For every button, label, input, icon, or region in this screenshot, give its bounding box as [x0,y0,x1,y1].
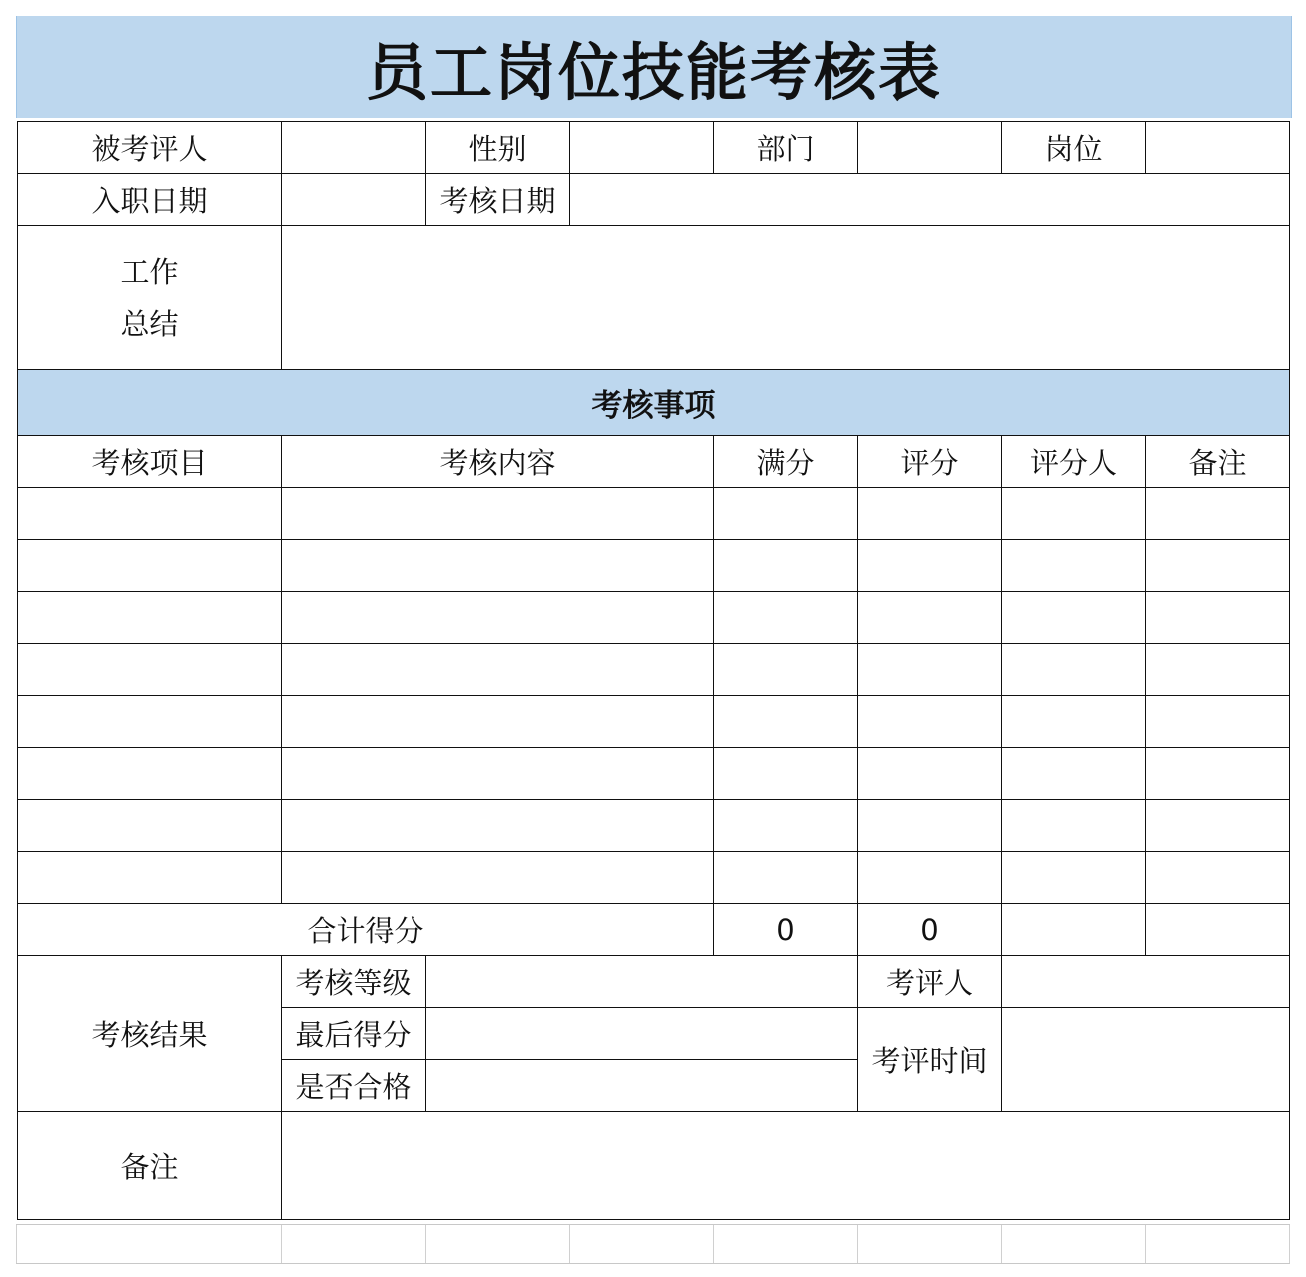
spreadsheet-empty-row [16,1224,1290,1264]
note-cell[interactable] [1146,592,1290,644]
review-time-label: 考评时间 [858,1008,1002,1112]
table-row [18,800,1290,852]
full-score-cell[interactable] [714,800,858,852]
grid-line [857,1225,858,1263]
remarks-field[interactable] [282,1112,1290,1220]
grid-line [1001,1225,1002,1263]
item-cell[interactable] [18,488,282,540]
grid-line [425,1225,426,1263]
content-cell[interactable] [282,540,714,592]
scorer-cell[interactable] [1002,540,1146,592]
item-cell[interactable] [18,644,282,696]
full-score-cell[interactable] [714,696,858,748]
work-summary-row [18,226,1290,370]
header-note: 备注 [1146,436,1290,488]
position-field[interactable] [1146,122,1290,174]
total-score[interactable]: 0 [858,904,1002,956]
review-time-field[interactable] [1002,1008,1290,1112]
table-row [18,748,1290,800]
note-cell[interactable] [1146,644,1290,696]
item-cell[interactable] [18,800,282,852]
full-score-cell[interactable] [714,488,858,540]
work-summary-label [18,226,282,370]
table-row [18,488,1290,540]
full-score-cell[interactable] [714,644,858,696]
full-score-cell[interactable] [714,852,858,904]
header-full-score: 满分 [714,436,858,488]
remarks-label: 备注 [18,1112,282,1220]
item-cell[interactable] [18,696,282,748]
assess-date-label: 考核日期 [426,174,570,226]
header-item: 考核项目 [18,436,282,488]
reviewer-field[interactable] [1002,956,1290,1008]
note-cell[interactable] [1146,852,1290,904]
info-row-1 [18,122,1290,174]
hire-date-field[interactable] [282,174,426,226]
grid-line [713,1225,714,1263]
gender-field[interactable] [570,122,714,174]
info-row-2 [18,174,1290,226]
note-cell[interactable] [1146,488,1290,540]
final-score-label: 最后得分 [282,1008,426,1060]
item-cell[interactable] [18,852,282,904]
reviewee-label: 被考评人 [18,122,282,174]
result-label: 考核结果 [18,956,282,1112]
item-cell[interactable] [18,748,282,800]
pass-field[interactable] [426,1060,858,1112]
content-cell[interactable] [282,696,714,748]
scorer-cell[interactable] [1002,644,1146,696]
table-row [18,592,1290,644]
assess-date-field[interactable] [570,174,1290,226]
result-row-1 [18,956,1290,1008]
work-summary-field[interactable] [282,226,1290,370]
items-section-row [18,370,1290,436]
total-full-score[interactable]: 0 [714,904,858,956]
items-section-title: 考核事项 [18,370,1290,436]
table-row [18,644,1290,696]
grid-line [16,1225,17,1263]
total-row [18,904,1290,956]
scorer-cell[interactable] [1002,696,1146,748]
grade-label: 考核等级 [282,956,426,1008]
reviewee-field[interactable] [282,122,426,174]
hire-date-label: 入职日期 [18,174,282,226]
content-cell[interactable] [282,800,714,852]
note-cell[interactable] [1146,800,1290,852]
grid-line [1145,1225,1146,1263]
pass-label: 是否合格 [282,1060,426,1112]
full-score-cell[interactable] [714,748,858,800]
note-cell[interactable] [1146,748,1290,800]
items-header-row [18,436,1290,488]
item-cell[interactable] [18,592,282,644]
department-field[interactable] [858,122,1002,174]
score-cell[interactable] [858,748,1002,800]
score-cell[interactable] [858,800,1002,852]
department-label: 部门 [714,122,858,174]
note-cell[interactable] [1146,540,1290,592]
header-score: 评分 [858,436,1002,488]
score-cell[interactable] [858,540,1002,592]
content-cell[interactable] [282,488,714,540]
content-cell[interactable] [282,592,714,644]
total-note[interactable] [1146,904,1290,956]
table-row [18,540,1290,592]
content-cell[interactable] [282,748,714,800]
scorer-cell[interactable] [1002,748,1146,800]
grid-line [281,1225,282,1263]
scorer-cell[interactable] [1002,488,1146,540]
remarks-row [18,1112,1290,1220]
item-cell[interactable] [18,540,282,592]
reviewer-label: 考评人 [858,956,1002,1008]
gender-label: 性别 [426,122,570,174]
score-cell[interactable] [858,852,1002,904]
score-cell[interactable] [858,592,1002,644]
work-summary-label-line2: 总结 [120,306,179,341]
header-content: 考核内容 [282,436,714,488]
scorer-cell[interactable] [1002,800,1146,852]
grid-line [569,1225,570,1263]
score-cell[interactable] [858,488,1002,540]
grid-line [1289,1225,1290,1263]
table-row [18,852,1290,904]
note-cell[interactable] [1146,696,1290,748]
grade-field[interactable] [426,956,858,1008]
full-score-cell[interactable] [714,592,858,644]
score-cell[interactable] [858,644,1002,696]
total-scorer[interactable] [1002,904,1146,956]
scorer-cell[interactable] [1002,592,1146,644]
work-summary-label-line1: 工作 [120,254,179,289]
assessment-form-table [17,121,1290,1220]
table-row [18,696,1290,748]
scorer-cell[interactable] [1002,852,1146,904]
final-score-field[interactable] [426,1008,858,1060]
content-cell[interactable] [282,644,714,696]
full-score-cell[interactable] [714,540,858,592]
position-label: 岗位 [1002,122,1146,174]
form-title: 员工岗位技能考核表 [365,35,942,109]
content-cell[interactable] [282,852,714,904]
title-band [16,16,1292,118]
score-cell[interactable] [858,696,1002,748]
header-scorer: 评分人 [1002,436,1146,488]
total-label: 合计得分 [18,904,714,956]
